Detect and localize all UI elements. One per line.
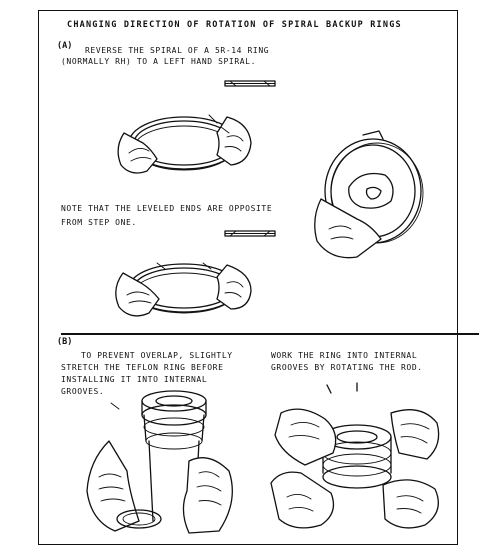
section-b-left-line-3: INSTALLING IT INTO INTERNAL bbox=[61, 375, 208, 384]
section-b-right-line-2: GROOVES BY ROTATING THE ROD. bbox=[271, 363, 423, 372]
ring-edge-view-1 bbox=[224, 79, 284, 91]
hand-holding-spiral-ring-illustration bbox=[301, 129, 441, 264]
section-b-label: (B) bbox=[57, 337, 73, 347]
ring-edge-view-2 bbox=[224, 229, 284, 241]
section-divider bbox=[61, 333, 479, 335]
section-b-left-line-4: GROOVES. bbox=[61, 387, 105, 396]
figure-frame bbox=[38, 10, 458, 545]
section-b-left-line-2: STRETCH THE TEFLON RING BEFORE bbox=[61, 363, 224, 372]
section-a-line-2: (NORMALLY RH) TO A LEFT HAND SPIRAL. bbox=[61, 57, 256, 66]
section-a-line-1: REVERSE THE SPIRAL OF A 5R-14 RING bbox=[85, 46, 270, 55]
section-b-right-line-1: WORK THE RING INTO INTERNAL bbox=[271, 351, 418, 360]
section-a-label: (A) bbox=[57, 41, 73, 51]
figure-title: CHANGING DIRECTION OF ROTATION OF SPIRAL BACKUP RINGS bbox=[67, 20, 402, 30]
rotating-rod-illustration bbox=[261, 373, 451, 538]
section-a-note-line-1: NOTE THAT THE LEVELED ENDS ARE OPPOSITE bbox=[61, 204, 273, 213]
section-b-left-line-1: TO PREVENT OVERLAP, SLIGHTLY bbox=[81, 351, 233, 360]
hands-twisting-ring-illustration bbox=[109, 93, 259, 183]
stretching-teflon-ring-illustration bbox=[69, 381, 244, 541]
section-a-note-line-2: FROM STEP ONE. bbox=[61, 218, 137, 227]
hands-reversing-ring-illustration bbox=[109, 243, 259, 328]
